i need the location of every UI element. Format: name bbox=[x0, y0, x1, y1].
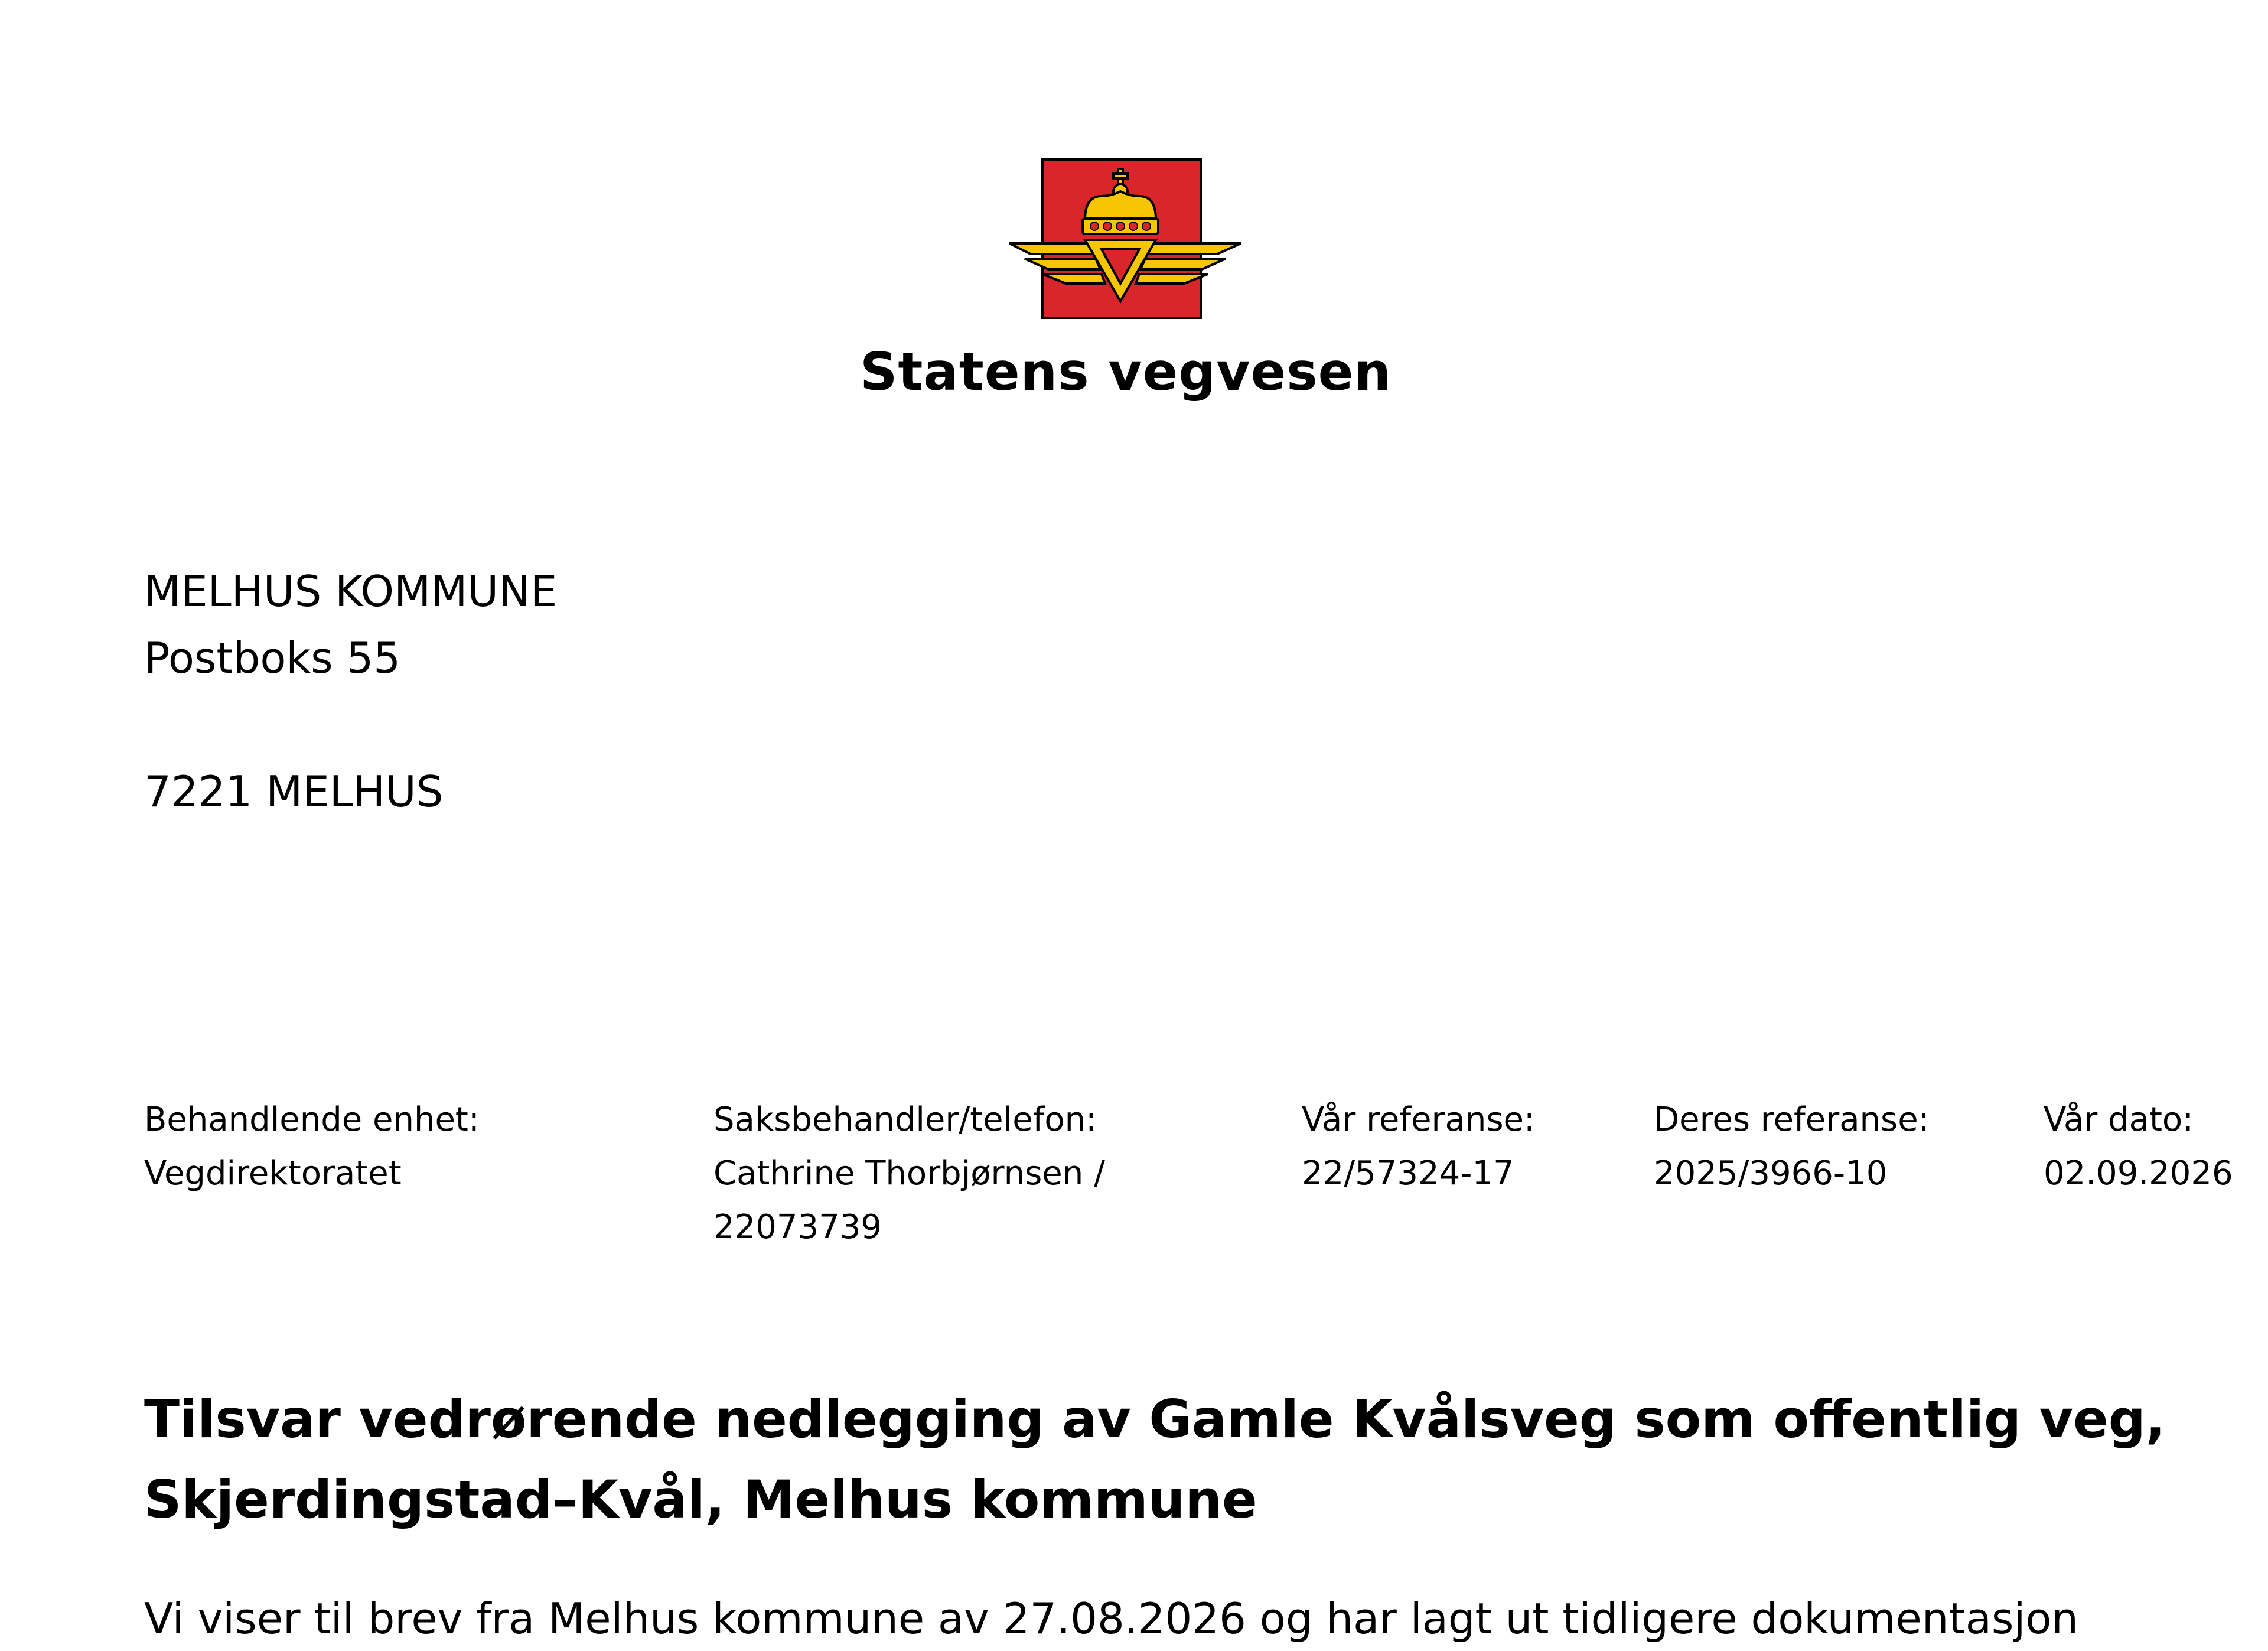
meta-your-reference bbox=[1654, 1093, 1930, 1200]
meta-handler bbox=[713, 1093, 1105, 1254]
our-ref-value: 22/57324-17 bbox=[1302, 1154, 1514, 1193]
letter-subject bbox=[144, 1379, 2182, 1540]
subject-line-2: Skjerdingstad–Kvål, Melhus kommune bbox=[144, 1469, 1257, 1530]
unit-label: Behandlende enhet: bbox=[144, 1100, 480, 1139]
recipient-address-line: Postboks 55 bbox=[144, 633, 401, 683]
handler-value: Cathrine Thorbjørnsen / bbox=[713, 1154, 1105, 1193]
date-label: Vår dato: bbox=[2044, 1100, 2194, 1139]
statens-vegvesen-logo-icon bbox=[1007, 155, 1243, 319]
recipient-postal: 7221 MELHUS bbox=[144, 767, 444, 816]
our-ref-label: Vår referanse: bbox=[1302, 1100, 1535, 1139]
handler-label: Saksbehandler/telefon: bbox=[713, 1100, 1097, 1139]
your-ref-label: Deres referanse: bbox=[1654, 1100, 1930, 1139]
your-ref-value: 2025/3966-10 bbox=[1654, 1154, 1888, 1193]
handler-phone: 22073739 bbox=[713, 1208, 882, 1246]
body-first-line: Vi viser til brev fra Melhus kommune av 27.08.2026 og har lagt ut tidligere dokumentasjon bbox=[144, 1594, 2079, 1643]
date-value: 02.09.2026 bbox=[2044, 1154, 2233, 1193]
meta-date bbox=[2044, 1093, 2233, 1200]
subject-line-1: Tilsvar vedrørende nedlegging av Gamle Kvålsveg som offentlig veg, bbox=[144, 1389, 2166, 1450]
unit-value: Vegdirektoratet bbox=[144, 1154, 402, 1193]
meta-unit bbox=[144, 1093, 480, 1200]
recipient-name: MELHUS KOMMUNE bbox=[144, 566, 558, 616]
organization-name: Statens vegvesen bbox=[859, 341, 1392, 402]
meta-our-reference bbox=[1302, 1093, 1535, 1200]
recipient-address bbox=[144, 558, 557, 825]
